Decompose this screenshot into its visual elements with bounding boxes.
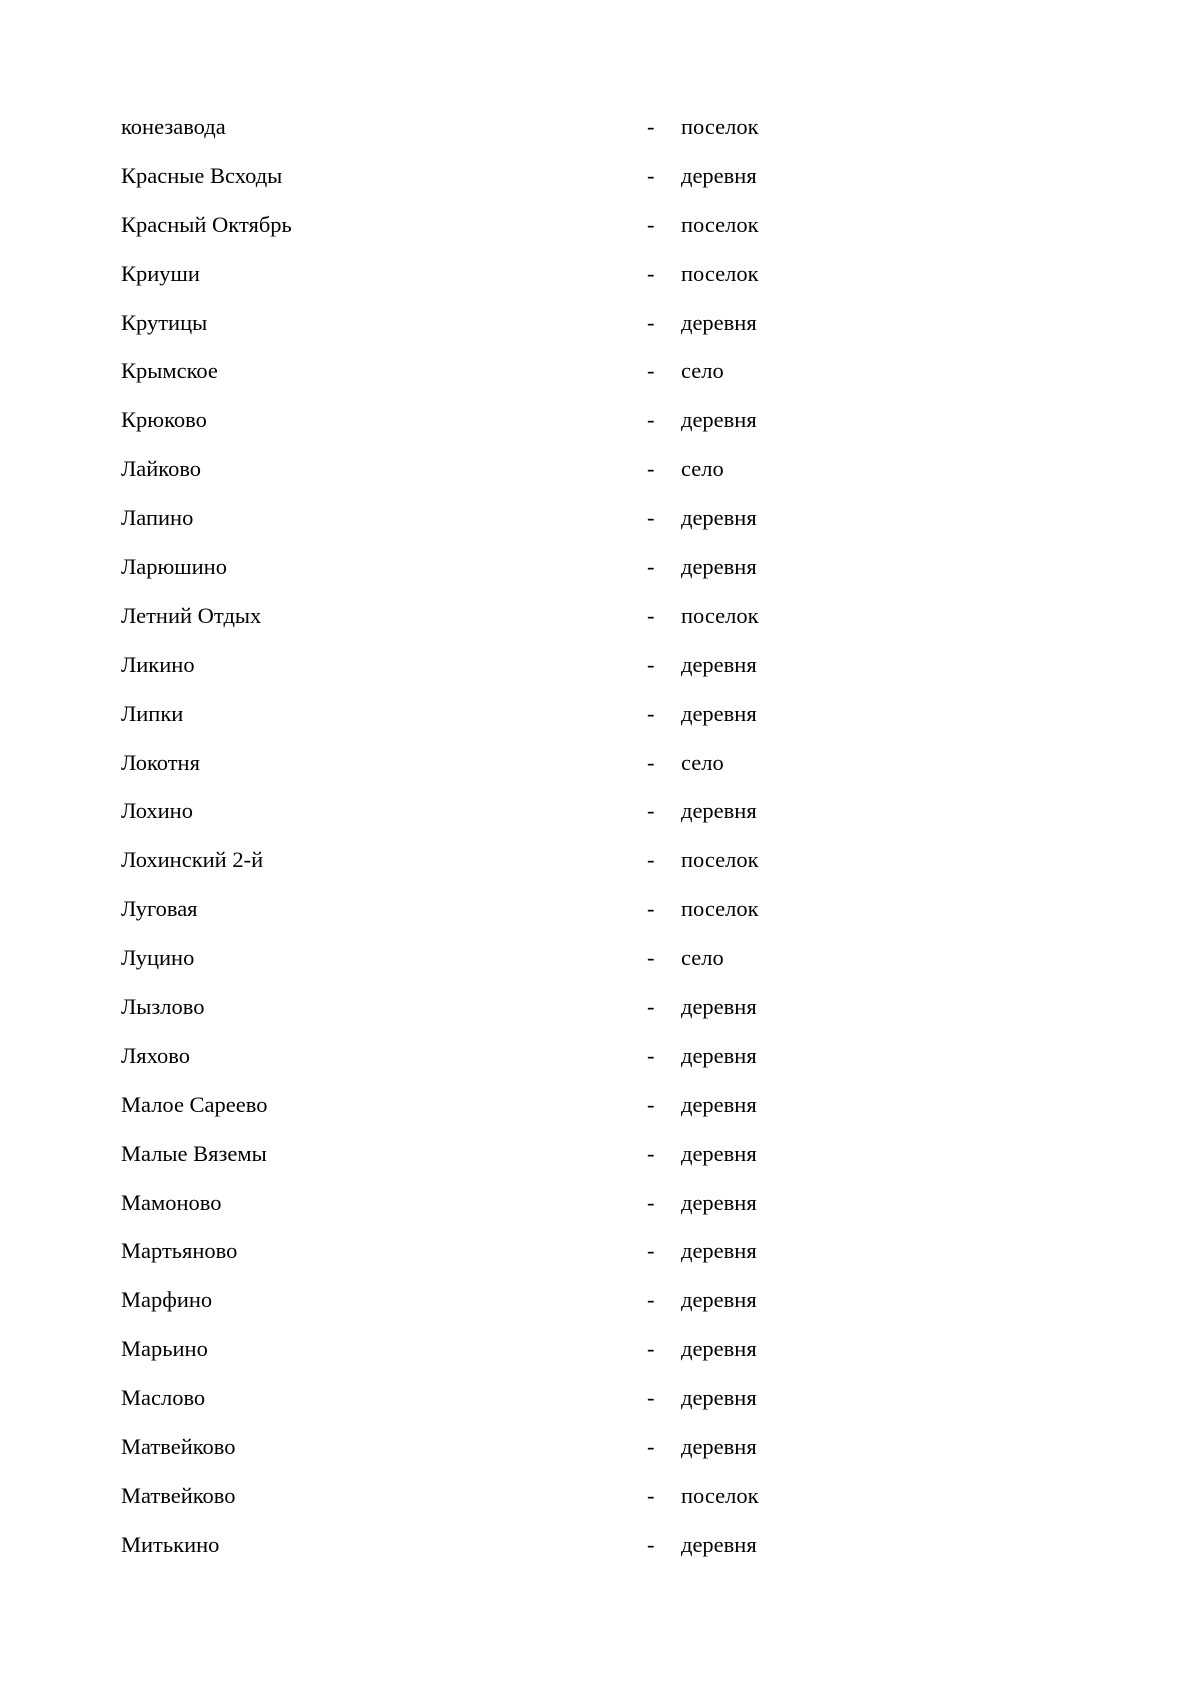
settlement-type: поселок [681, 211, 759, 237]
separator-dash: - [647, 847, 655, 873]
list-item [121, 1186, 821, 1235]
settlement-name: Малое Сареево [121, 1091, 268, 1117]
settlement-name: Лызлово [121, 994, 205, 1020]
list-item [121, 306, 821, 355]
settlement-type: село [681, 945, 724, 971]
list-item [121, 403, 821, 452]
list-item [121, 1430, 821, 1479]
separator-dash: - [647, 798, 655, 824]
list-item [121, 892, 821, 941]
list-item [121, 1381, 821, 1430]
settlement-name: Митькино [121, 1531, 220, 1557]
list-item [121, 794, 821, 843]
settlement-type: село [681, 456, 724, 482]
list-item [121, 599, 821, 648]
settlement-name: Луцино [121, 945, 195, 971]
separator-dash: - [647, 1287, 655, 1313]
settlement-type: село [681, 749, 724, 775]
settlement-list [121, 110, 821, 1577]
settlement-type: деревня [681, 1531, 757, 1557]
separator-dash: - [647, 456, 655, 482]
settlement-name: Красный Октябрь [121, 211, 292, 237]
separator-dash: - [647, 211, 655, 237]
list-item [121, 843, 821, 892]
list-item [121, 746, 821, 795]
list-item [121, 1088, 821, 1137]
settlement-type: деревня [681, 700, 757, 726]
separator-dash: - [647, 749, 655, 775]
settlement-type: поселок [681, 602, 759, 628]
list-item [121, 697, 821, 746]
settlement-type: деревня [681, 1434, 757, 1460]
separator-dash: - [647, 407, 655, 433]
settlement-name: Лохино [121, 798, 193, 824]
separator-dash: - [647, 358, 655, 384]
separator-dash: - [647, 700, 655, 726]
settlement-name: Марфино [121, 1287, 213, 1313]
separator-dash: - [647, 554, 655, 580]
list-item [121, 452, 821, 501]
separator-dash: - [647, 1434, 655, 1460]
settlement-name: Луговая [121, 896, 198, 922]
separator-dash: - [647, 651, 655, 677]
settlement-name: Липки [121, 700, 184, 726]
settlement-type: деревня [681, 309, 757, 335]
settlement-name: Малые Вяземы [121, 1140, 267, 1166]
list-item [121, 990, 821, 1039]
separator-dash: - [647, 1238, 655, 1264]
settlement-name: Мамоново [121, 1189, 222, 1215]
settlement-type: деревня [681, 651, 757, 677]
settlement-name: Мартьяново [121, 1238, 238, 1264]
settlement-name: Летний Отдых [121, 602, 262, 628]
list-item [121, 1234, 821, 1283]
settlement-name: Локотня [121, 749, 200, 775]
settlement-type: деревня [681, 1238, 757, 1264]
separator-dash: - [647, 1385, 655, 1411]
settlement-name: конезавода [121, 114, 226, 139]
settlement-name: Марьино [121, 1336, 208, 1362]
settlement-name: Маслово [121, 1385, 206, 1411]
settlement-name: Лохинский 2-й [121, 847, 264, 873]
separator-dash: - [647, 994, 655, 1020]
settlement-type: деревня [681, 1336, 757, 1362]
list-item [121, 1283, 821, 1332]
separator-dash: - [647, 945, 655, 971]
list-item [121, 1332, 821, 1381]
separator-dash: - [647, 896, 655, 922]
settlement-name: Криуши [121, 260, 200, 286]
separator-dash: - [647, 505, 655, 531]
settlement-type: деревня [681, 162, 757, 188]
settlement-name: Ликино [121, 651, 195, 677]
list-item [121, 941, 821, 990]
settlement-name: Ляхово [121, 1042, 190, 1068]
settlement-type: деревня [681, 554, 757, 580]
settlement-type: село [681, 358, 724, 384]
separator-dash: - [647, 162, 655, 188]
separator-dash: - [647, 1336, 655, 1362]
separator-dash: - [647, 260, 655, 286]
settlement-type: деревня [681, 407, 757, 433]
settlement-type: деревня [681, 1042, 757, 1068]
settlement-name: Матвейково [121, 1482, 236, 1508]
list-item [121, 648, 821, 697]
list-item [121, 501, 821, 550]
separator-dash: - [647, 1531, 655, 1557]
settlement-type: деревня [681, 1189, 757, 1215]
settlement-type: деревня [681, 1140, 757, 1166]
list-item [121, 208, 821, 257]
list-item [121, 550, 821, 599]
settlement-name: Крымское [121, 358, 218, 384]
separator-dash: - [647, 1482, 655, 1508]
settlement-type: деревня [681, 1091, 757, 1117]
settlement-type: деревня [681, 1385, 757, 1411]
settlement-type: поселок [681, 1482, 759, 1508]
settlement-name: Ларюшино [121, 554, 227, 580]
list-item [121, 159, 821, 208]
settlement-name: Крюково [121, 407, 207, 433]
settlement-type: деревня [681, 505, 757, 531]
list-item [121, 257, 821, 306]
settlement-name: Красные Всходы [121, 162, 283, 188]
list-item [121, 1528, 821, 1577]
list-item [121, 1039, 821, 1088]
settlement-type: деревня [681, 994, 757, 1020]
list-item [121, 1137, 821, 1186]
separator-dash: - [647, 1091, 655, 1117]
settlement-name: Крутицы [121, 309, 208, 335]
separator-dash: - [647, 602, 655, 628]
separator-dash: - [647, 309, 655, 335]
list-item [121, 354, 821, 403]
list-item [121, 110, 821, 159]
settlement-name: Матвейково [121, 1434, 236, 1460]
settlement-type: деревня [681, 1287, 757, 1313]
separator-dash: - [647, 1042, 655, 1068]
settlement-name: Лапино [121, 505, 194, 531]
list-item [121, 1479, 821, 1528]
settlement-type: деревня [681, 798, 757, 824]
settlement-type: поселок [681, 847, 759, 873]
settlement-type: поселок [681, 114, 759, 139]
settlement-type: поселок [681, 260, 759, 286]
separator-dash: - [647, 1140, 655, 1166]
separator-dash: - [647, 114, 655, 139]
separator-dash: - [647, 1189, 655, 1215]
settlement-type: поселок [681, 896, 759, 922]
settlement-name: Лайково [121, 456, 202, 482]
